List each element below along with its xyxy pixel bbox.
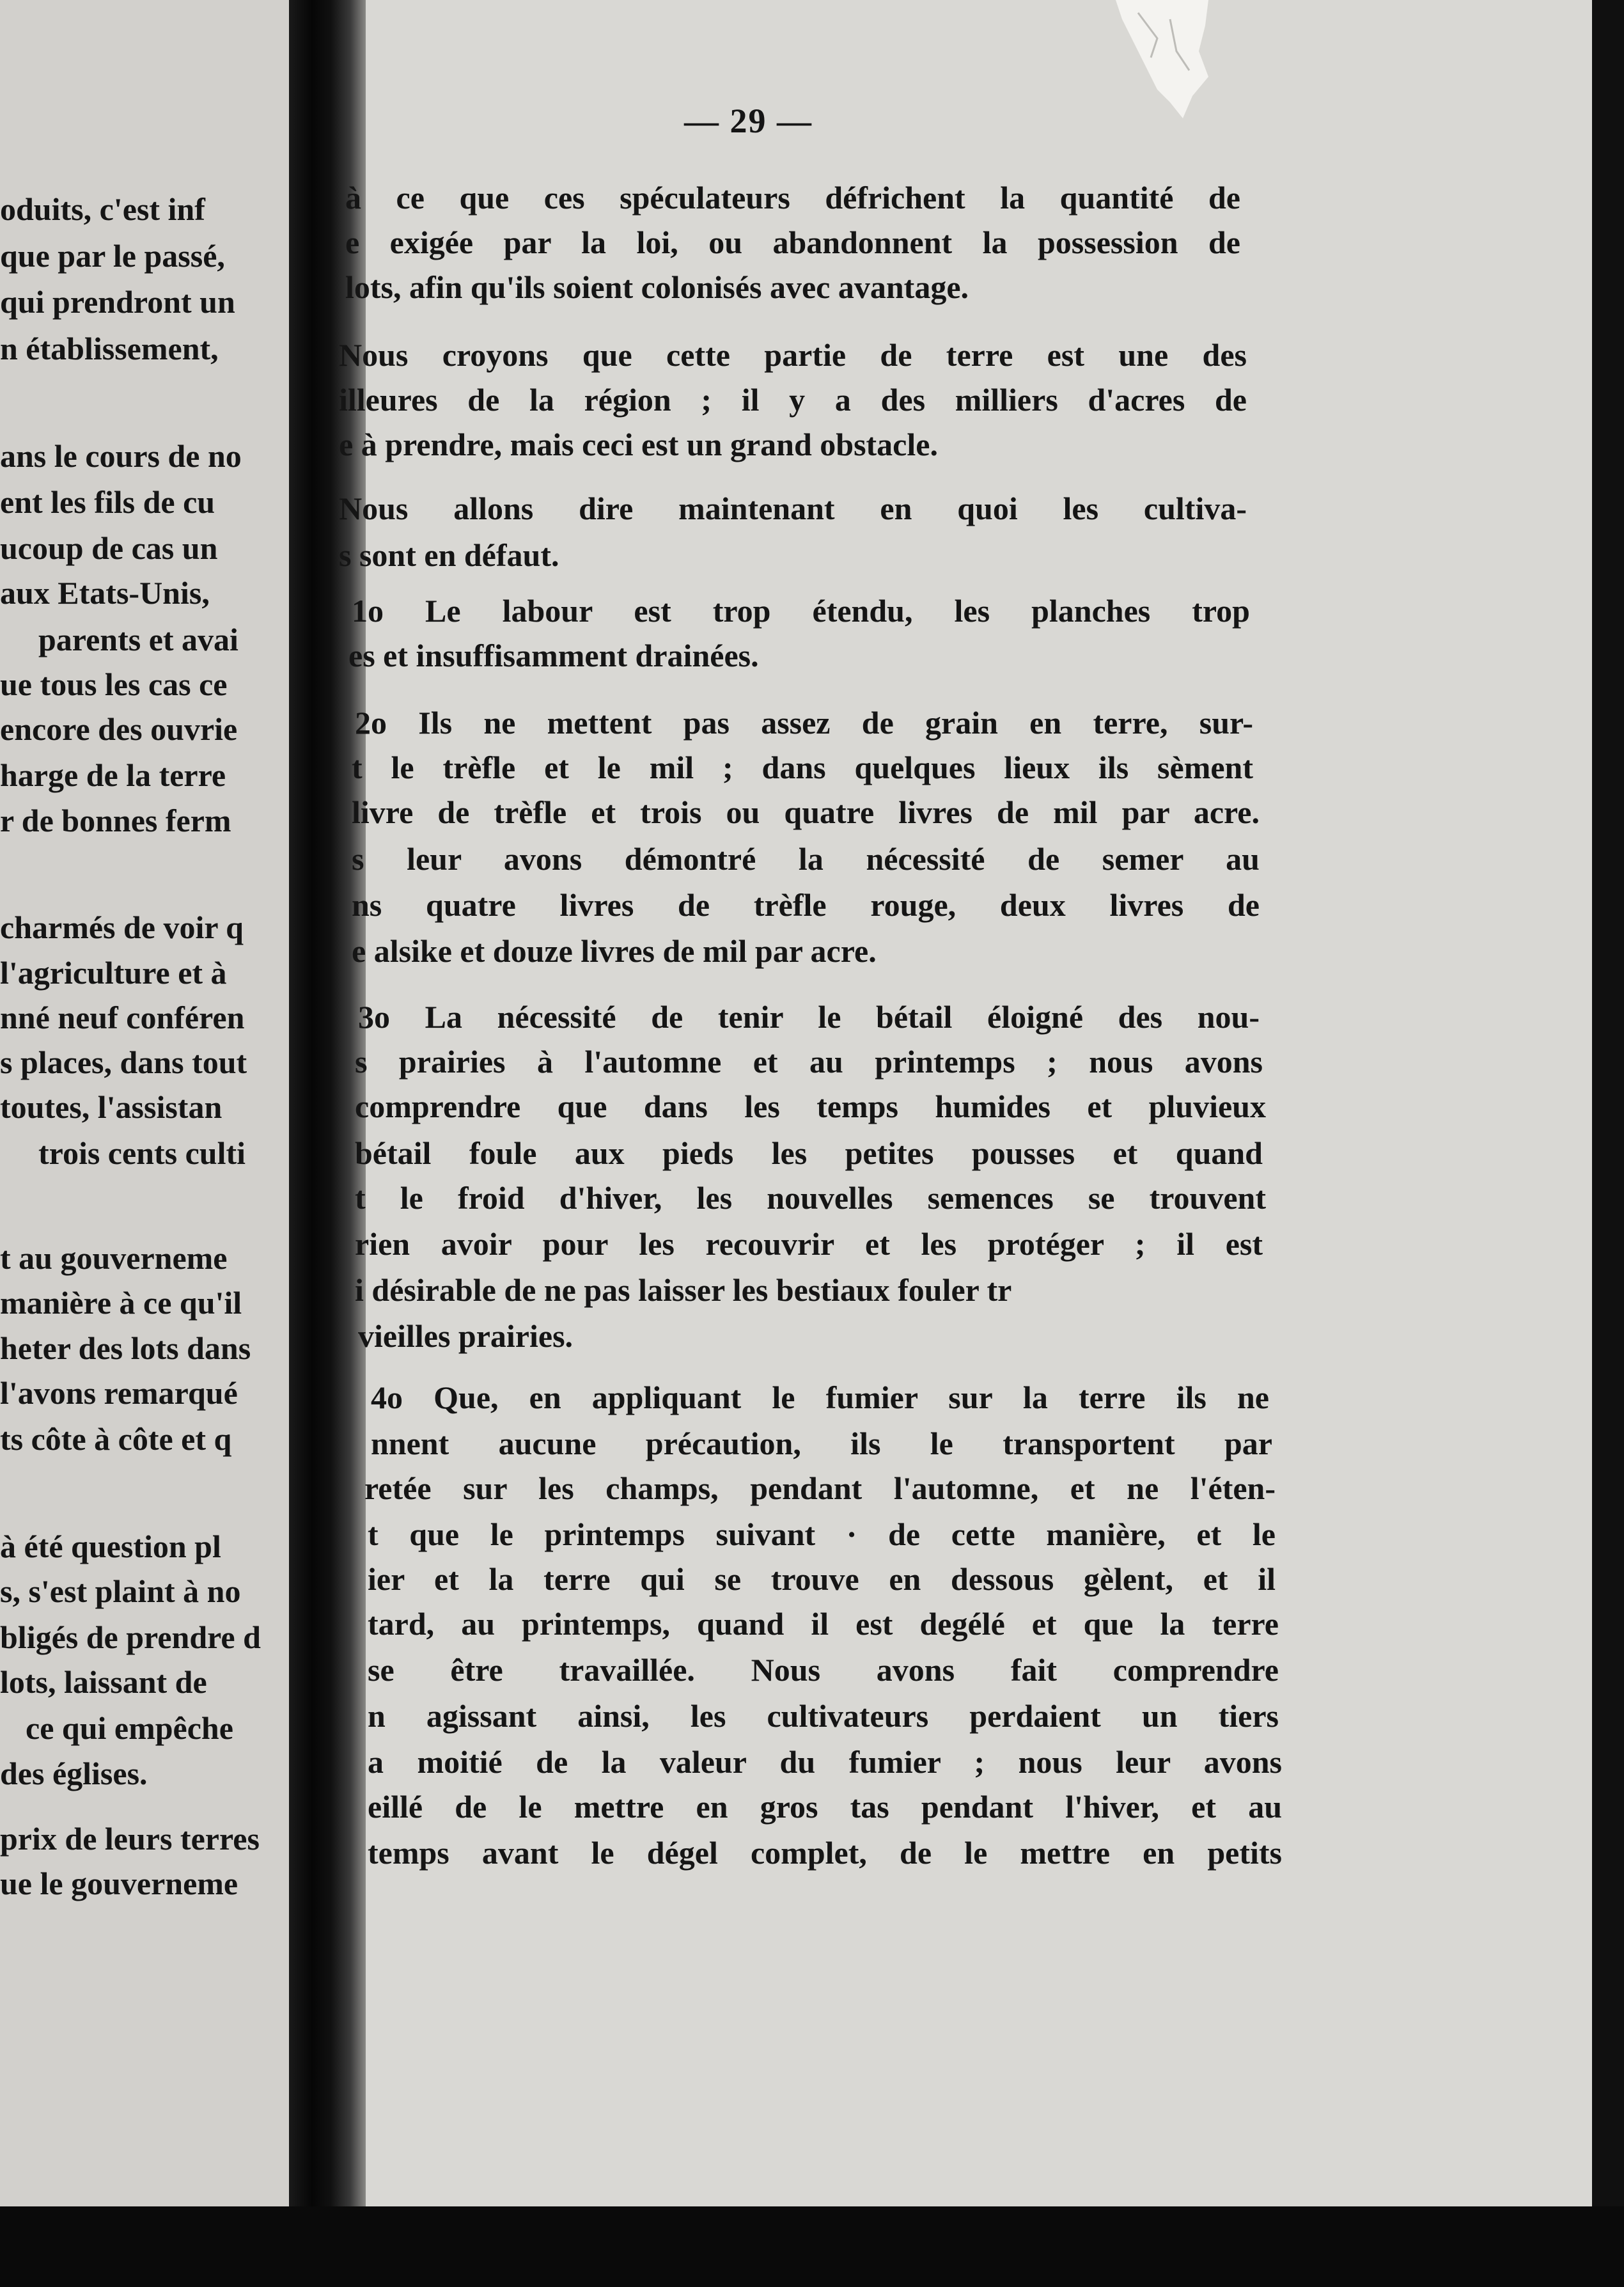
right-line: illeures de la région ; il y a des milliers d'acres de bbox=[339, 382, 1247, 418]
left-line: ts côte à côte et q bbox=[0, 1421, 232, 1457]
left-line: que par le passé, bbox=[0, 238, 225, 274]
left-line: nné neuf conféren bbox=[0, 1000, 245, 1035]
right-line: eillé de le mettre en gros tas pendant l'hiver, et au bbox=[368, 1789, 1282, 1825]
left-line: n établissement, bbox=[0, 331, 219, 366]
scan-right-border bbox=[1592, 0, 1624, 2287]
left-line: oduits, c'est inf bbox=[0, 191, 205, 227]
right-line: t le froid d'hiver, les nouvelles semences se trouvent bbox=[355, 1180, 1266, 1216]
right-line: temps avant le dégel complet, de le mettre en petits bbox=[368, 1835, 1282, 1871]
right-line: ns quatre livres de trèfle rouge, deux livres de bbox=[352, 887, 1260, 923]
left-line: trois cents culti bbox=[38, 1135, 246, 1171]
left-line: heter des lots dans bbox=[0, 1330, 251, 1366]
right-line: Nous croyons que cette partie de terre est une des bbox=[339, 337, 1247, 373]
right-line: e exigée par la loi, ou abandonnent la possession de bbox=[345, 224, 1240, 260]
right-line: vieilles prairies. bbox=[358, 1318, 574, 1354]
right-line: se être travaillée. Nous avons fait comprendre bbox=[368, 1652, 1279, 1688]
right-line: 2o Ils ne mettent pas assez de grain en terre, sur- bbox=[355, 705, 1253, 741]
right-line: 1o Le labour est trop étendu, les planches trop bbox=[352, 593, 1250, 629]
right-line: livre de trèfle et trois ou quatre livres de mil par acre. bbox=[352, 794, 1260, 830]
left-line: toutes, l'assistan bbox=[0, 1089, 223, 1125]
left-line: bligés de prendre d bbox=[0, 1619, 261, 1655]
right-line: a moitié de la valeur du fumier ; nous leur avons bbox=[368, 1744, 1282, 1780]
right-line: es et insuffisamment drainées. bbox=[348, 638, 759, 673]
right-line: e à prendre, mais ceci est un grand obstacle. bbox=[339, 427, 938, 462]
right-line: 4o Que, en appliquant le fumier sur la terre ils ne bbox=[371, 1379, 1269, 1415]
left-line: des églises. bbox=[0, 1756, 148, 1791]
left-line: ucoup de cas un bbox=[0, 530, 218, 566]
right-line: 3o La nécessité de tenir le bétail éloigné des nou- bbox=[358, 999, 1260, 1035]
left-line: ue tous les cas ce bbox=[0, 666, 228, 702]
right-line: s leur avons démontré la nécessité de semer au bbox=[352, 841, 1260, 877]
right-line: i désirable de ne pas laisser les bestiaux fouler tr bbox=[355, 1272, 1012, 1308]
left-line: s places, dans tout bbox=[0, 1044, 247, 1080]
right-line: tard, au printemps, quand il est degélé et que la terre bbox=[368, 1606, 1279, 1642]
right-line: à ce que ces spéculateurs défrichent la quantité de bbox=[345, 180, 1240, 216]
left-line: prix de leurs terres bbox=[0, 1821, 260, 1857]
right-line: t que le printemps suivant · de cette manière, et le bbox=[368, 1516, 1276, 1552]
left-line: l'avons remarqué bbox=[0, 1375, 238, 1411]
right-line: e alsike et douze livres de mil par acre. bbox=[352, 933, 877, 969]
left-line: aux Etats-Unis, bbox=[0, 575, 210, 611]
right-line: bétail foule aux pieds les petites pousses et quand bbox=[355, 1135, 1263, 1171]
left-line: lots, laissant de bbox=[0, 1664, 207, 1700]
left-line: ce qui empêche bbox=[26, 1710, 233, 1746]
left-line: à été question pl bbox=[0, 1529, 221, 1564]
right-line: ier et la terre qui se trouve en dessous gèlent, et il bbox=[368, 1561, 1276, 1597]
right-line: n agissant ainsi, les cultivateurs perdaient un tiers bbox=[368, 1698, 1279, 1734]
left-line: r de bonnes ferm bbox=[0, 803, 231, 838]
scan-bottom-border bbox=[0, 2206, 1624, 2287]
left-line: ans le cours de no bbox=[0, 438, 242, 474]
right-line: retée sur les champs, pendant l'automne, et ne l'éten- bbox=[364, 1470, 1276, 1506]
paper-tear-mark bbox=[1113, 0, 1215, 122]
right-line: t le trèfle et le mil ; dans quelques lieux ils sèment bbox=[352, 750, 1253, 785]
left-line: encore des ouvrie bbox=[0, 711, 238, 747]
left-line: parents et avai bbox=[38, 622, 238, 657]
right-line: comprendre que dans les temps humides et pluvieux bbox=[355, 1088, 1266, 1124]
page-number: — 29 — bbox=[684, 102, 813, 140]
right-line: s prairies à l'automne et au printemps ; nous avons bbox=[355, 1044, 1263, 1080]
left-line: manière à ce qu'il bbox=[0, 1285, 242, 1321]
left-line: ent les fils de cu bbox=[0, 484, 215, 520]
left-line: charmés de voir q bbox=[0, 909, 244, 945]
right-line: nnent aucune précaution, ils le transportent par bbox=[371, 1426, 1272, 1461]
left-line: harge de la terre bbox=[0, 757, 226, 793]
right-line: Nous allons dire maintenant en quoi les cultiva- bbox=[339, 491, 1247, 526]
right-line: rien avoir pour les recouvrir et les protéger ; il est bbox=[355, 1226, 1263, 1262]
left-line: ue le gouverneme bbox=[0, 1866, 238, 1901]
left-line: t au gouverneme bbox=[0, 1240, 228, 1276]
left-line: l'agriculture et à bbox=[0, 955, 227, 991]
right-line: s sont en défaut. bbox=[339, 537, 559, 573]
left-facing-page bbox=[0, 0, 301, 2238]
right-line: lots, afin qu'ils soient colonisés avec avantage. bbox=[345, 269, 969, 305]
left-line: s, s'est plaint à no bbox=[0, 1573, 241, 1609]
left-line: qui prendront un bbox=[0, 284, 235, 320]
